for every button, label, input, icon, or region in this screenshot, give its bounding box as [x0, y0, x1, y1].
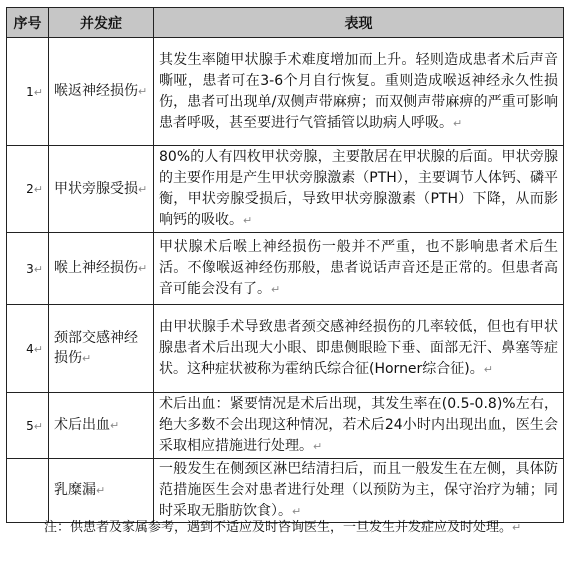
- header-complication: 并发症: [49, 8, 154, 38]
- paragraph-mark-icon: ↵: [82, 352, 92, 365]
- complication-name: 喉上神经损伤↵: [49, 233, 154, 305]
- row-index: 3↵: [7, 233, 49, 305]
- complication-name: 喉返神经损伤↵: [49, 38, 154, 146]
- complication-description: 由甲状腺手术导致患者颈交感神经损伤的几率较低，但也有甲状腺患者术后出现大小眼、即患侧眼睑下垂、面部无汗、鼻塞等症状。这种症状被称为霍纳氏综合征(Horner综合征)。↵: [154, 305, 564, 393]
- complication-name: 乳糜漏↵: [49, 459, 154, 523]
- paragraph-mark-icon: ↵: [96, 484, 106, 497]
- paragraph-mark-icon: ↵: [138, 262, 148, 275]
- paragraph-mark-icon: ↵: [483, 363, 493, 376]
- table-row: [7, 38, 564, 146]
- table-row: [7, 233, 564, 305]
- complications-table: [6, 7, 564, 523]
- row-index: 2↵: [7, 146, 49, 233]
- paragraph-mark-icon: ↵: [110, 419, 120, 432]
- table-row: [7, 393, 564, 459]
- paragraph-mark-icon: ↵: [138, 85, 148, 98]
- paragraph-mark-icon: ↵: [243, 214, 253, 227]
- complication-name: 甲状旁腺受损↵: [49, 146, 154, 233]
- row-index: 5↵: [7, 393, 49, 459]
- paragraph-mark-icon: ↵: [453, 116, 463, 130]
- complication-description: 80%的人有四枚甲状旁腺，主要散居在甲状腺的后面。甲状旁腺的主要作用是产生甲状旁腺激素（PTH），主要调节人体钙、磷平衡，甲状旁腺受损后，导致甲状旁腺激素（PTH）下降，从而影响钙的吸收。↵: [154, 146, 564, 233]
- complication-description: 术后出血：紧要情况是术后出现，其发生率在(0.5-0.8)%左右，绝大多数不会出现这种情况，若术后24小时内出现出血，医生会采取相应措施进行处理。↵: [154, 393, 564, 459]
- complication-name: 颈部交感神经损伤↵: [49, 305, 154, 393]
- paragraph-mark-icon: ↵: [33, 85, 43, 99]
- paragraph-mark-icon: ↵: [33, 262, 43, 276]
- paragraph-mark-icon: ↵: [33, 342, 43, 356]
- table-row: [7, 459, 564, 523]
- paragraph-mark-icon: ↵: [138, 182, 148, 196]
- table-row: [7, 146, 564, 233]
- paragraph-mark-icon: ↵: [292, 505, 302, 518]
- complication-name: 术后出血↵: [49, 393, 154, 459]
- paragraph-mark-icon: ↵: [313, 440, 323, 453]
- header-index: 序号: [7, 8, 49, 38]
- paragraph-mark-icon: ↵: [271, 283, 281, 296]
- header-manifestation: 表现: [154, 8, 564, 38]
- footnote: 注：供患者及家属参考，遇到不适应及时咨询医生，一旦发生并发症应及时处理。↵: [44, 520, 522, 535]
- complication-description: 其发生率随甲状腺手术难度增加而上升。轻则造成患者术后声音嘶哑，患者可在3-6个月自行恢复。重则造成喉返神经永久性损伤，患者可出现单/双侧声带麻痹；而双侧声带麻痹的严重可影响患者呼吸，甚至要进行气管插管以助病人呼吸。↵: [154, 38, 564, 146]
- complication-description: 甲状腺术后喉上神经损伤一般并不严重，也不影响患者术后生活。不像喉返神经伤那般，患者说话声音还是正常的。但患者高音可能会没有了。↵: [154, 233, 564, 305]
- complication-description: 一般发生在侧颈区淋巴结清扫后，而且一般发生在左侧，具体防范措施医生会对患者进行处理（以预防为主，保守治疗为辅；同时采取无脂肪饮食）。↵: [154, 459, 564, 523]
- table-header-row: [7, 8, 564, 38]
- paragraph-mark-icon: ↵: [33, 419, 43, 433]
- row-index: 1↵: [7, 38, 49, 146]
- row-index: 4↵: [7, 305, 49, 393]
- paragraph-mark-icon: ↵: [33, 183, 43, 196]
- table-row: [7, 305, 564, 393]
- paragraph-mark-icon: ↵: [512, 521, 522, 534]
- row-index: [7, 459, 49, 523]
